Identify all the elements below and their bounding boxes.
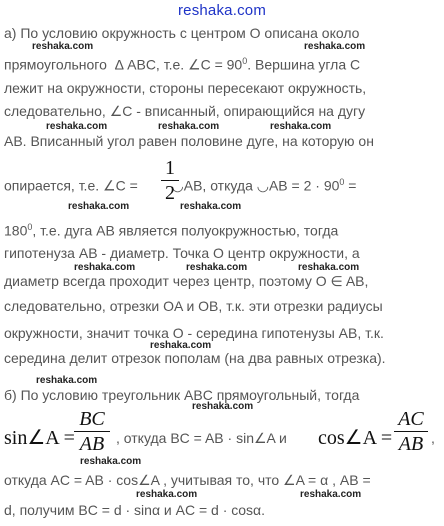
text-line-8: гипотенуза AB - диаметр. Точка О центр окружности, а [4,245,360,261]
fraction-bar [74,431,110,432]
text-fragment: . Вершина угла С [247,56,361,73]
text-fragment: , т.е. дуга АВ является полуокружностью, тогда [32,222,339,239]
text-fragment: = [344,177,357,194]
text-line-14: , откуда BC = AB · sin∠A и [116,430,287,446]
watermark: reshaka.com [36,375,98,386]
fraction-bc-ab [74,408,110,455]
watermark: reshaka.com [32,41,94,52]
arc-expression: ◡AB, откуда ◡AB = 2 · 90 [171,177,340,194]
text-line-4: следовательно, ∠C - вписанный, опирающийся на дугу [4,103,366,119]
watermark: reshaka.com [136,489,198,500]
fraction-denominator: 2 [165,182,175,204]
watermark: reshaka.com [304,41,366,52]
fraction-bar [161,180,179,181]
text-line-9: диаметр всегда проходит через центр, поэтому O ∈ AB, [4,273,369,289]
site-header[interactable]: reshaka.com [177,2,267,19]
fraction-numerator: 1 [165,157,175,179]
watermark: reshaka.com [298,262,360,273]
text-line-10: следовательно, отрезки OA и OB, т.к. эти отрезки радиусы [4,298,383,314]
watermark: reshaka.com [270,121,332,132]
punctuation: , [431,430,435,446]
watermark: reshaka.com [68,201,130,212]
watermark: reshaka.com [150,340,212,351]
fraction-numerator: AC [398,408,424,430]
watermark: reshaka.com [300,489,362,500]
text-line-12: середина делит отрезок пополам (на два равных отрезка). [4,350,386,366]
text-line-13: б) По условию треугольник ABC прямоугольный, тогда [4,387,360,403]
text-line-1: а) По условию окружность с центром О описана около [4,25,360,41]
degree-superscript: 0 [339,177,345,187]
watermark: reshaka.com [192,401,254,412]
fraction-numerator: BC [79,408,105,430]
text-line-16: d, получим BC = d · sinα и AC = d · cosα. [4,502,266,518]
degree-superscript: 0 [27,222,33,232]
fraction-bar [394,431,428,432]
text-line-6 [4,173,442,195]
triangle-expression: Δ ABC, т.е. ∠C = 90 [114,56,243,73]
sin-expression: sin∠A = [4,427,75,449]
cos-expression: cos∠A = [318,427,393,449]
watermark: reshaka.com [158,121,220,132]
watermark: reshaka.com [186,262,248,273]
text-line-2 [4,52,442,74]
degree-superscript: 0 [242,56,248,66]
text-line-5: AB. Вписанный угол равен половине дуге, на которую он [4,133,374,149]
text-line-15: откуда AC = AB · cos∠A , учитывая то, что ∠A = α , AB = [4,472,371,488]
text-line-7 [4,218,442,240]
fraction-denominator: AB [79,433,105,455]
fraction-denominator: AB [398,433,424,455]
text-line-3: лежит на окружности, стороны пересекают окружность, [4,80,367,96]
text-fragment: прямоугольного [4,56,107,73]
watermark: reshaka.com [80,456,142,467]
watermark: reshaka.com [180,201,242,212]
watermark: reshaka.com [46,121,108,132]
text-fragment: опирается, т.е. ∠C = [4,177,138,194]
fraction-ac-ab [394,408,428,455]
text-line-11: окружности, значит точка О - середина гипотенузы AB, т.к. [4,325,384,341]
fraction-one-half [161,157,179,204]
watermark: reshaka.com [74,262,136,273]
number: 180 [4,222,28,239]
